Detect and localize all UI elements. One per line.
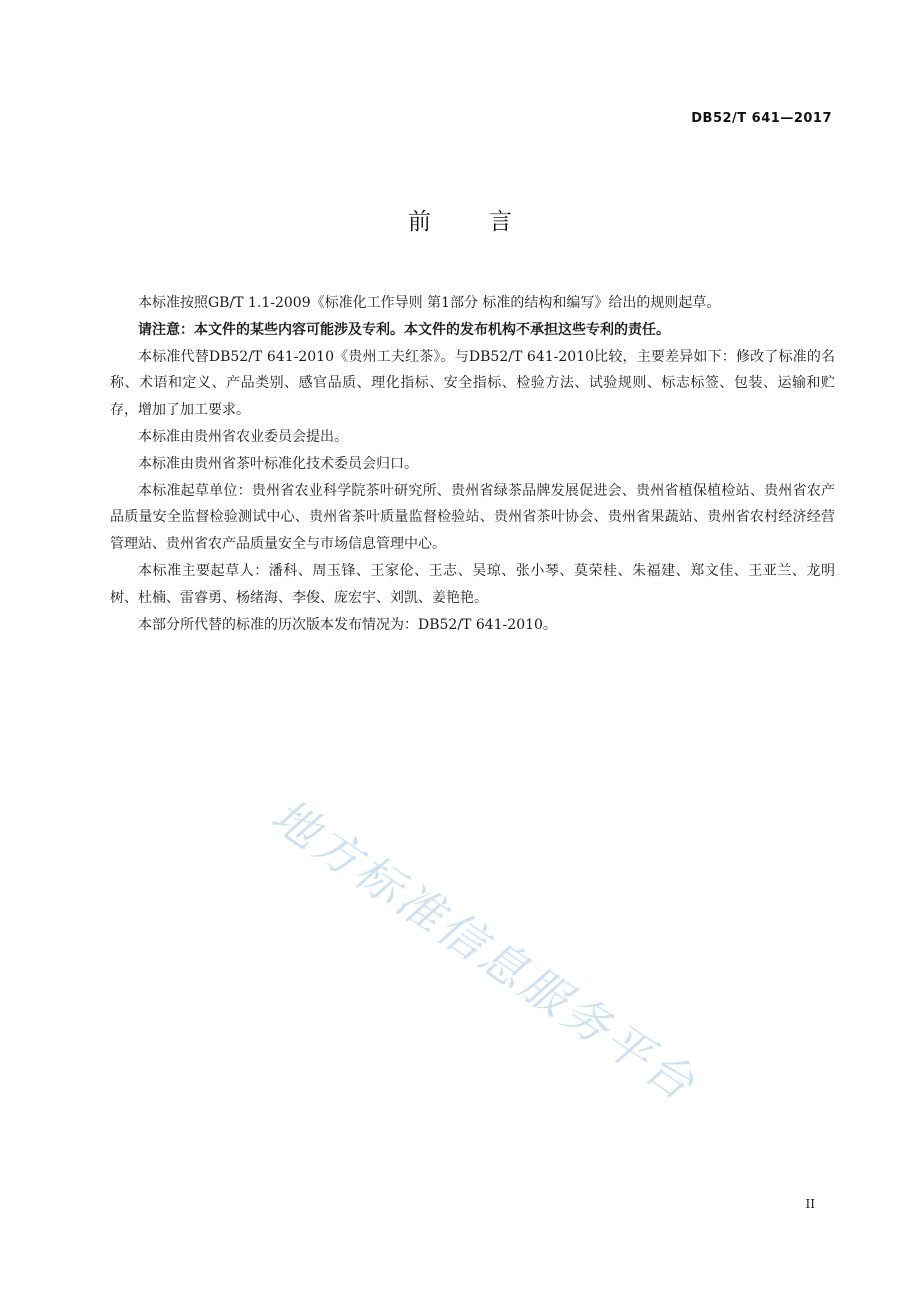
paragraph-drafters: 本标准主要起草人：潘科、周玉锋、王家伦、王志、吴琼、张小琴、莫荣桂、朱福建、郑文佳、王亚兰、龙明树、杜楠、雷睿勇、杨绪海、李俊、庞宏宇、刘凯、姜艳艳。 xyxy=(110,562,835,606)
paragraph-drafting-units: 本标准起草单位：贵州省农业科学院茶叶研究所、贵州省绿茶品牌发展促进会、贵州省植保植检站、贵州省农产品质量安全监督检验测试中心、贵州省茶叶质量监督检验站、贵州省茶叶协会、贵州省果蔬站、贵州省农村经济经营管理站、贵州省农产品质量安全与市场信息管理中心。 xyxy=(110,482,835,553)
paragraph-patent-notice: 请注意：本文件的某些内容可能涉及专利。本文件的发布机构不承担这些专利的责任。 xyxy=(138,321,670,338)
paragraph-drafting-rules: 本标准按照GB/T 1.1-2009《标准化工作导则 第1部分 标准的结构和编写》给出的规则起草。 xyxy=(138,295,721,311)
foreword-body xyxy=(110,290,835,638)
document-code: DB52/T 641—2017 xyxy=(691,111,832,126)
watermark: 地方标准信息服务平台 xyxy=(261,787,707,1113)
paragraph-proposer: 本标准由贵州省农业委员会提出。 xyxy=(138,428,348,445)
paragraph-committee: 本标准由贵州省茶叶标准化技术委员会归口。 xyxy=(138,455,418,472)
paragraph-previous-editions: 本部分所代替的标准的历次版本发布情况为：DB52/T 641-2010。 xyxy=(138,616,557,633)
page-number: II xyxy=(805,1197,815,1211)
paragraph-replacement: 本标准代替DB52/T 641-2010《贵州工夫红茶》。与DB52/T 641-2010比较，主要差异如下：修改了标准的名称、术语和定义、产品类别、感官品质、理化指标、安全指标、检验方法、试验规则、标志标签、包装、运输和贮存，增加了加工要求。 xyxy=(110,348,835,419)
page-title: 前言 xyxy=(408,209,570,235)
